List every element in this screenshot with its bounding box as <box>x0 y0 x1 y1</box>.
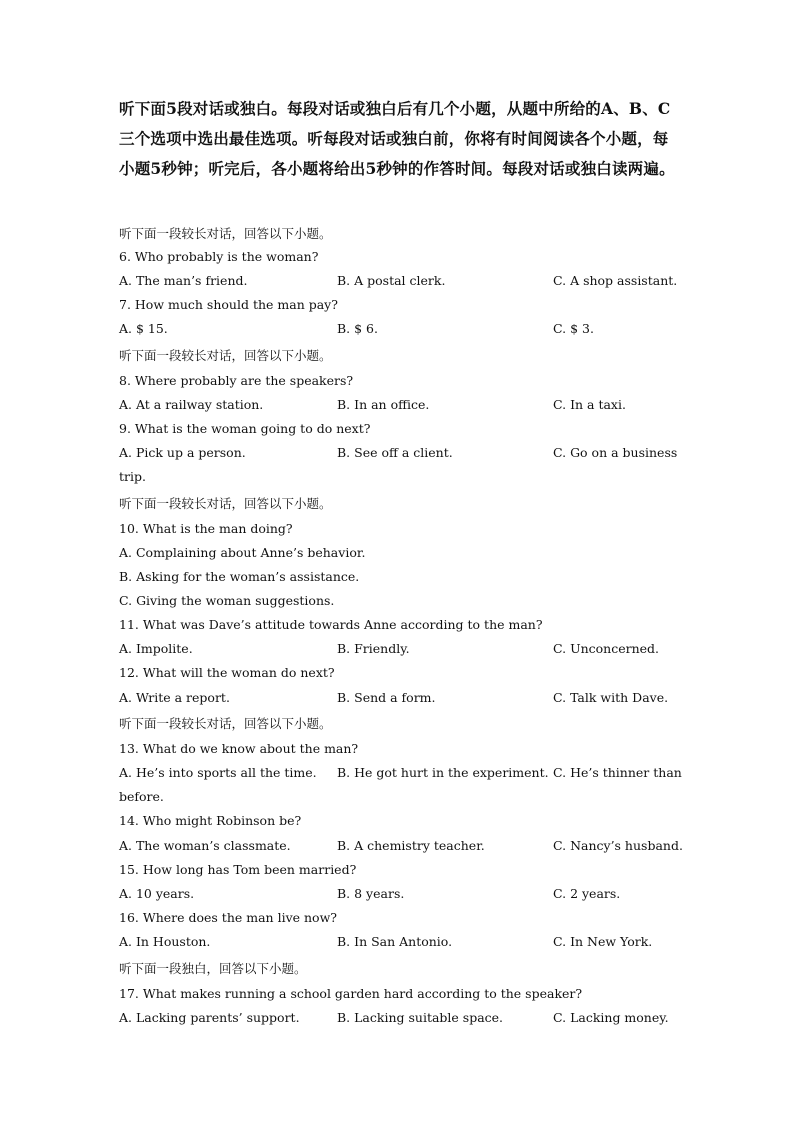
question-9-option-a: A. Pick up a person. <box>119 445 246 460</box>
question-7-option-c: C. $ 3. <box>553 321 594 336</box>
question-12-option-b: B. Send a form. <box>337 690 436 705</box>
question-15-option-a: A. 10 years. <box>119 886 195 901</box>
question-6-option-a: A. The man’s friend. <box>119 273 248 288</box>
question-8-option-b: B. In an office. <box>337 397 430 412</box>
question-13-option-c-continued: before. <box>119 789 164 804</box>
question-13-option-b: B. He got hurt in the experiment. <box>337 765 549 780</box>
question-15-option-c: C. 2 years. <box>553 886 621 901</box>
question-9-option-c-continued: trip. <box>119 469 146 484</box>
dialogue-header-1: 听下面一段较长对话，回答以下小题。 <box>119 226 332 241</box>
question-14-option-a: A. The woman’s classmate. <box>119 838 291 853</box>
question-17-stem: 17. What makes running a school garden hard according to the speaker? <box>119 986 583 1001</box>
question-16-option-c: C. In New York. <box>553 934 653 949</box>
question-15-option-b: B. 8 years. <box>337 886 405 901</box>
dialogue-header-3: 听下面一段较长对话，回答以下小题。 <box>119 496 332 511</box>
question-17-option-a: A. Lacking parents’ support. <box>119 1010 300 1025</box>
question-12-option-c: C. Talk with Dave. <box>553 690 669 705</box>
question-9-option-b: B. See off a client. <box>337 445 453 460</box>
question-12-option-a: A. Write a report. <box>119 690 230 705</box>
question-6-option-b: B. A postal clerk. <box>337 273 446 288</box>
question-15-stem: 15. How long has Tom been married? <box>119 862 357 877</box>
question-8-option-a: A. At a railway station. <box>119 397 264 412</box>
question-11-option-a: A. Impolite. <box>119 641 193 656</box>
question-14-stem: 14. Who might Robinson be? <box>119 813 302 828</box>
question-8-option-c: C. In a taxi. <box>553 397 626 412</box>
dialogue-header-2: 听下面一段较长对话，回答以下小题。 <box>119 348 332 363</box>
question-17-option-c: C. Lacking money. <box>553 1010 669 1025</box>
question-11-option-c: C. Unconcerned. <box>553 641 660 656</box>
question-10-option-a: A. Complaining about Anne’s behavior. <box>119 545 366 560</box>
dialogue-header-4: 听下面一段较长对话，回答以下小题。 <box>119 716 332 731</box>
question-8-stem: 8. Where probably are the speakers? <box>119 373 354 388</box>
question-9-stem: 9. What is the woman going to do next? <box>119 421 371 436</box>
question-16-stem: 16. Where does the man live now? <box>119 910 337 925</box>
question-7-option-b: B. $ 6. <box>337 321 378 336</box>
question-16-option-a: A. In Houston. <box>119 934 211 949</box>
question-11-stem: 11. What was Dave’s attitude towards Anne according to the man? <box>119 617 543 632</box>
question-14-option-b: B. A chemistry teacher. <box>337 838 485 853</box>
question-6-stem: 6. Who probably is the woman? <box>119 249 319 264</box>
question-13-option-c: C. He’s thinner than <box>553 765 682 780</box>
question-10-option-c: C. Giving the woman suggestions. <box>119 593 335 608</box>
question-9-option-c: C. Go on a business <box>553 445 678 460</box>
question-7-stem: 7. How much should the man pay? <box>119 297 338 312</box>
section-instructions: 听下面5段对话或独白。每段对话或独白后有几个小题，从题中所给的A、B、C三个选项中选出最佳选项。听每段对话或独白前，你将有时间阅读各个小题，每小题5秒钟；听完后，各小题将给出5秒钟的作答时间。每段对话或独白读两遍。 <box>119 99 675 178</box>
question-7-option-a: A. $ 15. <box>119 321 168 336</box>
question-10-stem: 10. What is the man doing? <box>119 521 293 536</box>
question-17-option-b: B. Lacking suitable space. <box>337 1010 504 1025</box>
monologue-header: 听下面一段独白，回答以下小题。 <box>119 961 307 976</box>
question-12-stem: 12. What will the woman do next? <box>119 665 335 680</box>
question-11-option-b: B. Friendly. <box>337 641 410 656</box>
question-13-stem: 13. What do we know about the man? <box>119 741 359 756</box>
question-16-option-b: B. In San Antonio. <box>337 934 453 949</box>
question-13-option-a: A. He’s into sports all the time. <box>119 765 317 780</box>
question-10-option-b: B. Asking for the woman’s assistance. <box>119 569 360 584</box>
question-14-option-c: C. Nancy’s husband. <box>553 838 683 853</box>
question-6-option-c: C. A shop assistant. <box>553 273 678 288</box>
